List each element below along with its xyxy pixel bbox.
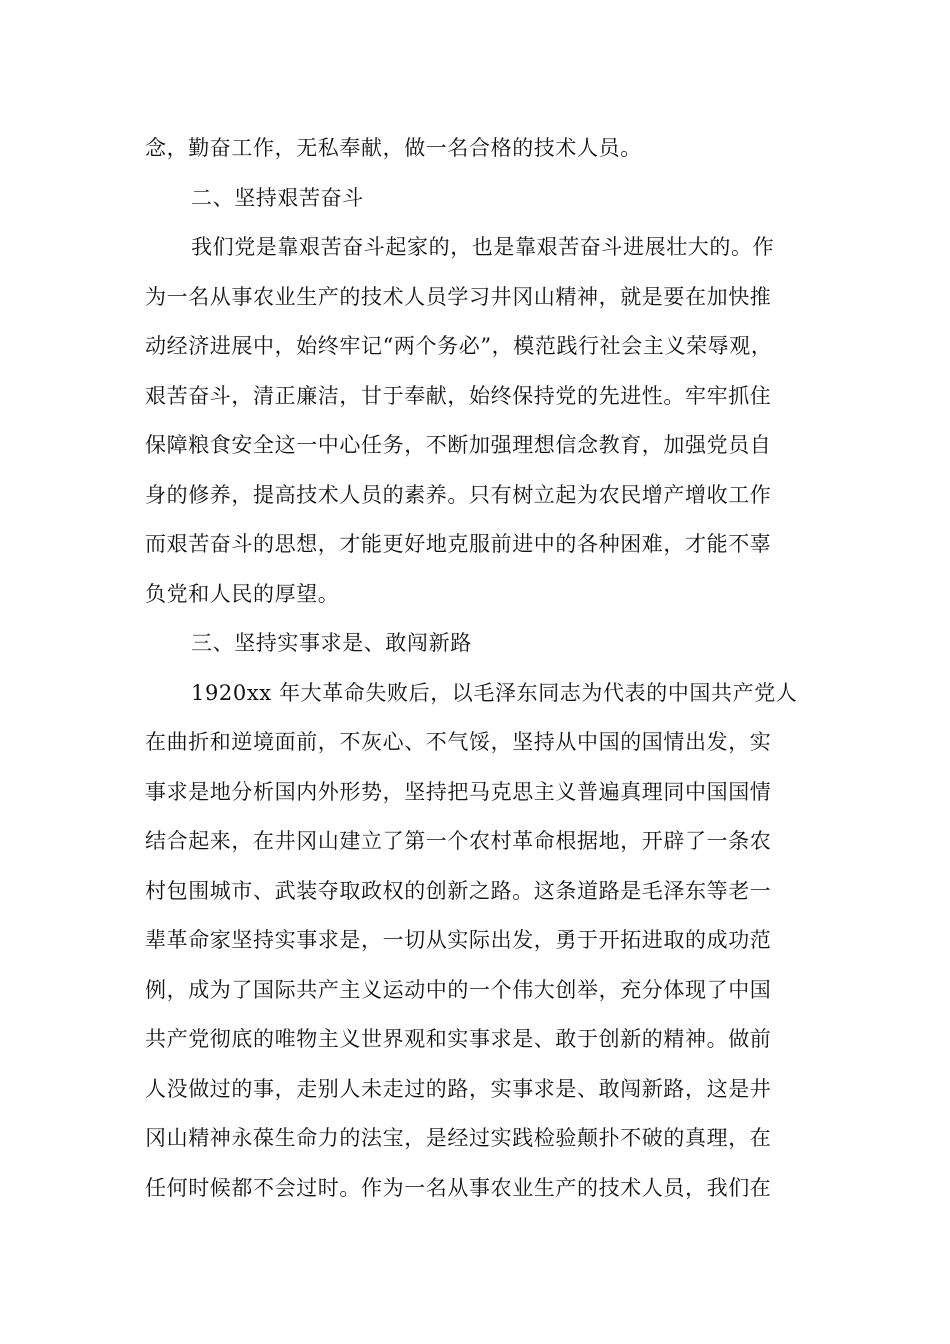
text-line: 事求是地分析国内外形势，坚持把马克思主义普遍真理同中国国情 [145, 779, 772, 804]
section-heading: 三、坚持实事求是、敢闯新路 [191, 631, 472, 655]
text-line: 动经济进展中，始终牢记“两个务必”，模范践行社会主义荣辱观， [145, 334, 773, 358]
text-line: 在曲折和逆境面前，不灰心、不气馁，坚持从中国的国情出发，实 [145, 730, 772, 754]
text-line: 为一名从事农业生产的技术人员学习井冈山精神，就是要在加快推 [145, 284, 772, 309]
text-line: 1920xx 年大革命失败后，以毛泽东同志为代表的中国共产党人 [191, 680, 798, 705]
text-line: 结合起来，在井冈山建立了第一个农村革命根据地，开辟了一条农 [145, 829, 772, 853]
text-line: 辈革命家坚持实事求是，一切从实际出发，勇于开拓进取的成功范 [145, 928, 772, 952]
text-line: 例，成为了国际共产主义运动中的一个伟大创举，充分体现了中国 [145, 977, 772, 1002]
text-line: 冈山精神永葆生命力的法宝，是经过实践检验颠扑不破的真理，在 [145, 1126, 772, 1150]
section-heading: 二、坚持艰苦奋斗 [191, 185, 364, 210]
text-line: 念，勤奋工作，无私奉献，做一名合格的技术人员。 [145, 136, 642, 160]
text-line: 我们党是靠艰苦奋斗起家的，也是靠艰苦奋斗进展壮大的。作 [191, 235, 775, 259]
text-line: 而艰苦奋斗的思想，才能更好地克服前进中的各种困难，才能不辜 [145, 532, 772, 556]
text-line: 身的修养，提高技术人员的素养。只有树立起为农民增产增收工作 [145, 482, 772, 507]
document-body [145, 124, 805, 1213]
text-line: 负党和人民的厚望。 [145, 581, 340, 606]
text-line: 任何时候都不会过时。作为一名从事农业生产的技术人员，我们在 [145, 1175, 772, 1200]
text-line: 保障粮食安全这一中心任务，不断加强理想信念教育，加强党员自 [145, 433, 772, 457]
text-line: 村包围城市、武装夺取政权的创新之路。这条道路是毛泽东等老一 [145, 878, 772, 903]
text-line: 艰苦奋斗，清正廉洁，甘于奉献，始终保持党的先进性。牢牢抓住 [145, 383, 772, 408]
text-line: 共产党彻底的唯物主义世界观和实事求是、敢于创新的精神。做前 [145, 1027, 772, 1051]
text-line: 人没做过的事，走别人未走过的路，实事求是、敢闯新路，这是井 [145, 1076, 772, 1101]
